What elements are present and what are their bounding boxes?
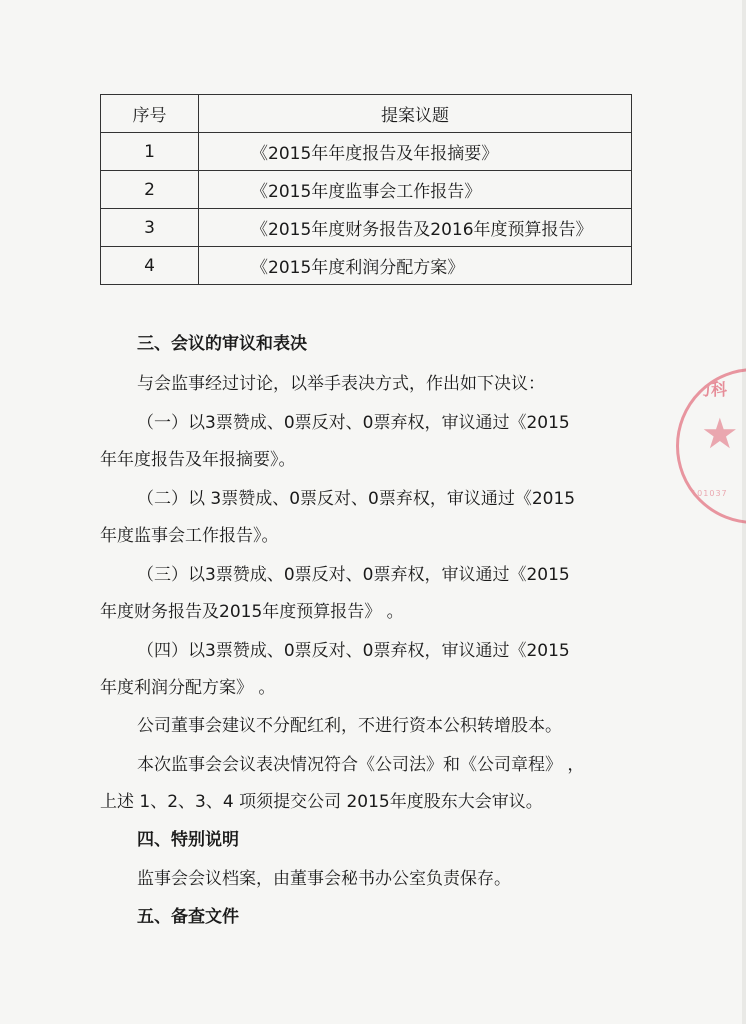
- row-title: 《2015年度监事会工作报告》: [199, 171, 632, 209]
- table-header-row: [101, 95, 632, 133]
- proposal-table: [100, 94, 632, 285]
- resolution-3-line1: （三）以3票赞成、0票反对、0票弃权，审议通过《2015: [137, 565, 570, 585]
- resolution-1-line2: 年年度报告及年报摘要》。: [100, 450, 296, 470]
- resolution-3-line2: 年度财务报告及2015年度预算报告》 。: [100, 602, 404, 622]
- row-title: 《2015年年度报告及年报摘要》: [199, 133, 632, 171]
- compliance-line1: 本次监事会会议表决情况符合《公司法》和《公司章程》 ，: [137, 755, 585, 775]
- row-no: 4: [101, 247, 199, 285]
- resolution-1-line1: （一）以3票赞成、0票反对、0票弃权，审议通过《2015: [137, 413, 570, 433]
- section4-heading: 四、特别说明: [137, 830, 239, 850]
- compliance-line2: 上述 1、2、3、4 项须提交公司 2015年度股东大会审议。: [100, 792, 543, 812]
- section3-heading: 三、会议的审议和表决: [137, 334, 307, 354]
- row-title: 《2015年度财务报告及2016年度预算报告》: [199, 209, 632, 247]
- seal-text: 力科: [695, 380, 728, 399]
- header-title: 提案议题: [199, 95, 632, 133]
- table-row: [101, 133, 632, 171]
- company-seal: [676, 368, 746, 524]
- dividend-statement: 公司董事会建议不分配红利，不进行资本公积转增股本。: [137, 716, 562, 736]
- table-row: [101, 247, 632, 285]
- row-no: 3: [101, 209, 199, 247]
- table-row: [101, 171, 632, 209]
- seal-star-icon: ★: [701, 409, 739, 458]
- row-no: 1: [101, 133, 199, 171]
- section5-heading: 五、备查文件: [137, 907, 239, 927]
- resolution-2-line2: 年度监事会工作报告》。: [100, 526, 279, 546]
- header-no: 序号: [101, 95, 199, 133]
- row-title: 《2015年度利润分配方案》: [199, 247, 632, 285]
- resolution-4-line1: （四）以3票赞成、0票反对、0票弃权，审议通过《2015: [137, 641, 570, 661]
- seal-code: 1101037: [685, 489, 728, 498]
- table-row: [101, 209, 632, 247]
- resolution-4-line2: 年度利润分配方案》 。: [100, 678, 276, 698]
- section4-text: 监事会会议档案，由董事会秘书办公室负责保存。: [137, 869, 511, 889]
- section3-intro: 与会监事经过讨论，以举手表决方式，作出如下决议：: [137, 374, 545, 394]
- resolution-2-line1: （二）以 3票赞成、0票反对、0票弃权，审议通过《2015: [137, 489, 576, 509]
- row-no: 2: [101, 171, 199, 209]
